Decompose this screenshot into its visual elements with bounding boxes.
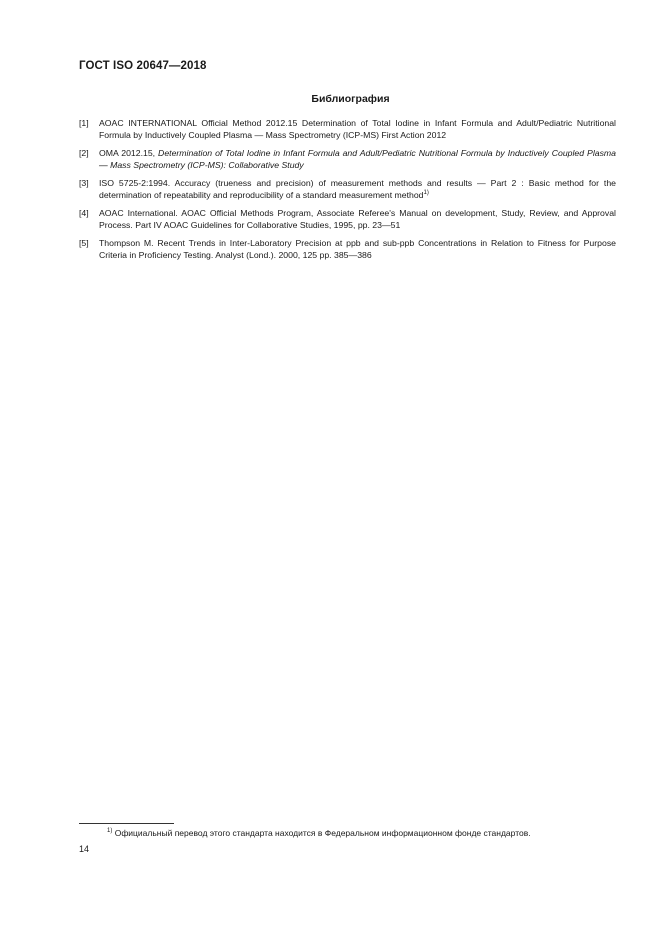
bibliography-entry bbox=[79, 207, 616, 231]
reference-text: AOAC International. AOAC Official Methods Program, Associate Referee's Manual on development, Study, Review, and Approval Process. Part IV AOAC Guidelines for Collaborative Studies, 1995, pp. 23—51 bbox=[99, 208, 616, 230]
footnote-text: Официальный перевод этого стандарта находится в Федеральном информационном фонде стандартов. bbox=[112, 828, 531, 838]
reference-prefix: OMA 2012.15, bbox=[99, 148, 159, 158]
bibliography-entry bbox=[79, 117, 616, 141]
reference-number: [5] bbox=[79, 238, 89, 248]
bibliography-entry bbox=[79, 177, 616, 201]
reference-number: [3] bbox=[79, 178, 89, 188]
reference-text bbox=[99, 177, 616, 201]
footnote bbox=[107, 827, 531, 839]
bibliography-list bbox=[79, 117, 616, 267]
reference-number: [2] bbox=[79, 148, 89, 158]
reference-text bbox=[99, 147, 616, 171]
reference-text: Thompson M. Recent Trends in Inter-Laboratory Precision at ppb and sub-ppb Concentrations in Relation to Fitness for Purpose Criteria in Proficiency Testing. Analyst (Lond.). 2000, 125 pp. 385—386 bbox=[99, 238, 616, 260]
footnote-separator bbox=[79, 823, 174, 824]
footnote-marker: 1) bbox=[423, 190, 429, 196]
page-number: 14 bbox=[79, 844, 90, 854]
bibliography-entry bbox=[79, 147, 616, 171]
document-header: ГОСТ ISO 20647—2018 bbox=[79, 60, 207, 72]
reference-text: AOAC INTERNATIONAL Official Method 2012.15 Determination of Total Iodine in Infant Formula and Adult/Pediatric Nutritional Formula by Inductively Coupled Plasma — Mass Spectrometry (ICP-MS) First Action 2012 bbox=[99, 118, 616, 140]
reference-title-italic: Determination of Total Iodine in Infant Formula and Adult/Pediatric Nutritional Formula by Inductively Coupled Plasma — Mass Spectrometry (ICP-MS): Collaborative Study bbox=[99, 148, 617, 170]
bibliography-entry bbox=[79, 237, 616, 261]
reference-number: [4] bbox=[79, 208, 89, 218]
reference-body: ISO 5725-2:1994. Accuracy (trueness and precision) of measurement methods and results — Part 2 : Basic method for the determination of repeatability and reproducibility of a standard measurement method bbox=[99, 178, 616, 200]
section-title: Библиография bbox=[311, 93, 390, 105]
reference-number: [1] bbox=[79, 118, 89, 128]
footnote-marker: 1) bbox=[107, 828, 113, 834]
